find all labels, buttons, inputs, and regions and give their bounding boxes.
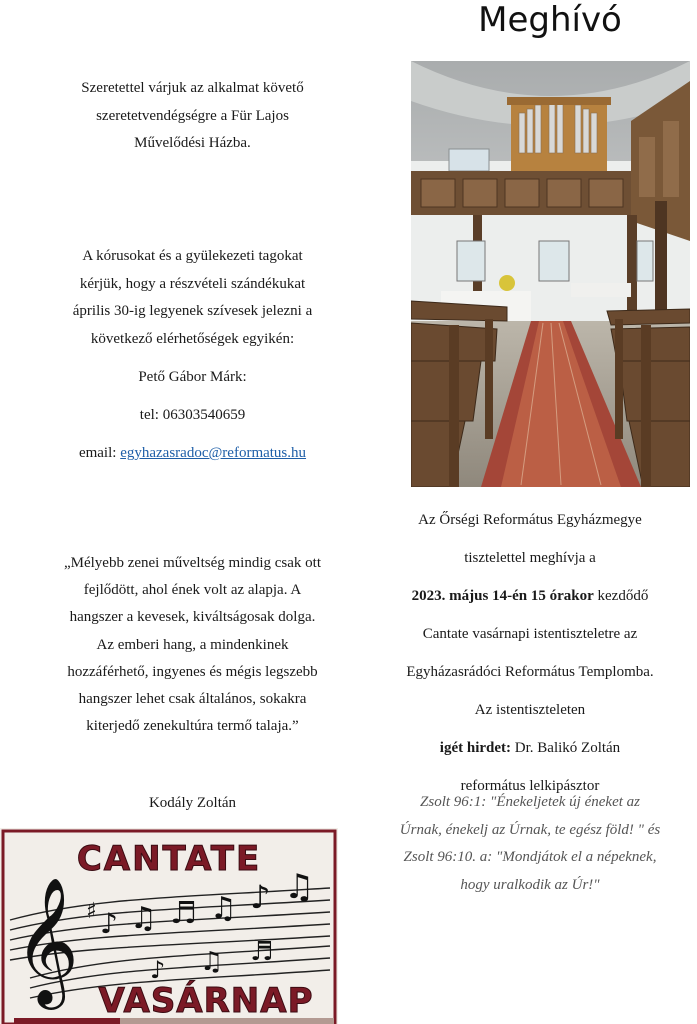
svg-text:♫: ♫ xyxy=(130,901,157,936)
cantate-vasarnap-logo xyxy=(0,828,338,1024)
svg-text:♯: ♯ xyxy=(86,899,97,924)
svg-text:♫: ♫ xyxy=(210,891,237,926)
svg-text:♬: ♬ xyxy=(170,896,197,931)
intro-line: Művelődési Házba. xyxy=(134,135,251,151)
verse-line: hogy uralkodik az Úr!" xyxy=(460,876,600,893)
invite-line: Cantate vasárnapi istentiszteletre az xyxy=(422,626,638,642)
quote-line: kiterjedő zenekultúra termő talaja.” xyxy=(86,718,299,735)
verse-line: Úrnak, énekelj az Úrnak, te egész föld! " és xyxy=(399,821,661,838)
verse-line: Zsolt 96:10. a: "Mondjátok el a népeknek, xyxy=(403,849,657,865)
cantate-word: CANTATE xyxy=(76,839,262,879)
request-line: kérjük, hogy a részvételi szándékukat xyxy=(79,275,306,292)
invitation-text xyxy=(370,507,690,811)
quote-line: hangszer lehet csak általános, sokakra xyxy=(78,691,307,708)
page-title: Meghívó xyxy=(478,0,622,40)
bible-verse xyxy=(370,789,690,899)
quote-line: „Mélyebb zenei műveltség mindig csak ott xyxy=(63,555,321,571)
invite-date-rest: kezdődő xyxy=(593,588,649,604)
invite-line: Az istentiszteleten xyxy=(474,702,586,718)
event-date: 2023. május 14-én 15 órakor xyxy=(411,588,594,604)
svg-text:♪: ♪ xyxy=(100,907,118,940)
invite-line: református lelkipásztor xyxy=(460,778,600,794)
church-interior-photo xyxy=(411,61,690,487)
contact-email-row xyxy=(40,440,345,466)
verse-line: Zsolt 96:1: "Énekeljetek új éneket az xyxy=(420,794,640,810)
intro-line: Szeretettel várjuk az alkalmat követő xyxy=(81,80,304,96)
preacher-label: igét hirdet: xyxy=(439,740,512,756)
svg-text:♪: ♪ xyxy=(150,956,166,984)
request-line: április 30-ig legyenek szívesek jelezni a xyxy=(72,303,313,319)
quote-line: hangszer a kevesek, kiváltságosak dolga. xyxy=(69,609,316,626)
contact-name: Pető Gábor Márk: xyxy=(138,369,247,385)
quote-author: Kodály Zoltán xyxy=(148,795,237,811)
invite-line: tisztelettel meghívja a xyxy=(464,550,596,566)
request-line: következő elérhetőségek egyikén: xyxy=(90,330,295,347)
quote-line: hozzáférhető, ingyenes és mégis legszebb xyxy=(67,663,318,680)
contact-phone: tel: 06303540659 xyxy=(139,407,246,423)
intro-text xyxy=(40,75,345,158)
vasarnap-word: VASÁRNAP xyxy=(98,981,314,1021)
invite-line: Egyházasrádóci Református Templomba. xyxy=(406,664,654,680)
intro-line: szeretetvendégségre a Für Lajos xyxy=(96,107,289,124)
request-line: A kórusokat és a gyülekezeti tagokat xyxy=(82,248,303,264)
preacher-line xyxy=(370,735,690,761)
svg-text:♫: ♫ xyxy=(200,947,224,977)
email-link[interactable]: egyhazasradoc@reformatus.hu xyxy=(120,445,307,461)
email-label: email: xyxy=(78,445,121,461)
svg-text:♫: ♫ xyxy=(284,867,315,907)
preacher-name: Dr. Balikó Zoltán xyxy=(511,740,621,756)
kodaly-quote xyxy=(40,550,345,740)
request-text xyxy=(40,243,345,353)
svg-text:♬: ♬ xyxy=(250,937,274,967)
quote-line: fejlődött, ahol ének volt az alapja. A xyxy=(83,582,302,599)
invite-date-line xyxy=(370,583,690,609)
svg-text:♪: ♪ xyxy=(250,878,271,916)
invite-line: Az Őrségi Református Egyházmegye xyxy=(418,512,642,528)
svg-text:𝄞: 𝄞 xyxy=(14,876,80,1004)
contact-info xyxy=(40,364,345,478)
quote-line: Az emberi hang, a mindenkinek xyxy=(96,636,289,653)
